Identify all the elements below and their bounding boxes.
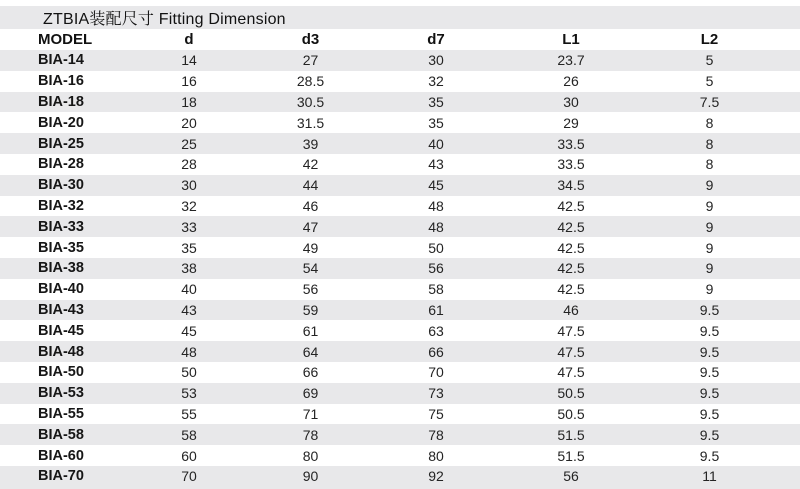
cell-d3: 80 — [302, 447, 319, 464]
cell-l1: 47.5 — [557, 364, 585, 381]
table-row — [0, 175, 800, 196]
cell-l1: 42.5 — [557, 239, 585, 256]
cell-d3: 27 — [302, 52, 319, 69]
cell-d7: 43 — [428, 156, 444, 173]
cell-model: BIA-35 — [38, 239, 84, 256]
cell-model: BIA-28 — [38, 156, 84, 173]
cell-d: 38 — [181, 260, 197, 277]
cell-l1: 56 — [563, 468, 579, 485]
cell-model: BIA-25 — [38, 135, 84, 152]
cell-l2: 11 — [702, 468, 717, 485]
table-row — [0, 50, 800, 71]
cell-model: BIA-70 — [38, 468, 84, 485]
cell-l2: 5 — [705, 52, 714, 69]
column-header-d7: d7 — [373, 29, 499, 50]
cell-l1: 42.5 — [557, 218, 585, 235]
cell-model: BIA-53 — [38, 385, 84, 402]
cell-l2: 9 — [705, 260, 714, 277]
cell-l1: 42.5 — [557, 281, 585, 298]
cell-l1: 42.5 — [557, 197, 585, 214]
cell-d: 35 — [181, 239, 197, 256]
cell-d: 20 — [181, 114, 197, 131]
cell-d: 16 — [181, 73, 197, 90]
cell-l2: 9 — [705, 281, 714, 298]
cell-l1: 26 — [563, 73, 579, 90]
table-row — [0, 424, 800, 445]
table-row — [0, 112, 800, 133]
cell-d: 30 — [181, 177, 197, 194]
cell-model: BIA-16 — [38, 73, 84, 90]
cell-model: BIA-45 — [38, 322, 84, 339]
cell-model: BIA-43 — [38, 301, 84, 318]
table-row — [0, 320, 800, 341]
cell-d7: 32 — [428, 73, 444, 90]
cell-d: 18 — [181, 93, 197, 110]
column-header-d3: d3 — [248, 29, 373, 50]
cell-model: BIA-55 — [38, 405, 84, 422]
table-row — [0, 404, 800, 425]
cell-d: 60 — [181, 447, 197, 464]
cell-model: BIA-20 — [38, 114, 84, 131]
table-row — [0, 300, 800, 321]
cell-l2: 8 — [705, 135, 714, 152]
cell-l1: 47.5 — [557, 322, 585, 339]
column-header-d: d — [130, 29, 248, 50]
cell-d7: 50 — [428, 239, 444, 256]
cell-l2: 9 — [705, 218, 714, 235]
table-row — [0, 154, 800, 175]
cell-d3: 49 — [302, 239, 319, 256]
cell-d: 53 — [181, 385, 197, 402]
cell-d7: 80 — [428, 447, 444, 464]
table-body — [0, 50, 800, 487]
cell-l2: 7.5 — [699, 93, 720, 110]
cell-d7: 58 — [428, 281, 444, 298]
cell-model: BIA-48 — [38, 343, 84, 360]
column-header-model: MODEL — [0, 29, 130, 50]
cell-l1: 23.7 — [557, 52, 585, 69]
cell-d7: 61 — [428, 301, 444, 318]
cell-d7: 48 — [428, 218, 444, 235]
cell-l1: 33.5 — [557, 135, 585, 152]
column-header-l2: L2 — [643, 29, 800, 50]
table-row — [0, 216, 800, 237]
cell-d7: 35 — [428, 114, 444, 131]
table-row — [0, 196, 800, 217]
cell-model: BIA-50 — [38, 364, 84, 381]
cell-model: BIA-32 — [38, 197, 84, 214]
table-row — [0, 362, 800, 383]
cell-l1: 29 — [563, 114, 579, 131]
cell-d: 40 — [181, 281, 197, 298]
cell-d7: 63 — [428, 322, 444, 339]
cell-l2: 9 — [705, 177, 714, 194]
cell-d3: 31.5 — [296, 114, 325, 131]
table-header — [0, 29, 800, 50]
cell-l2: 8 — [705, 114, 714, 131]
cell-l1: 50.5 — [557, 385, 585, 402]
table-row — [0, 237, 800, 258]
cell-d3: 69 — [302, 385, 319, 402]
cell-d3: 90 — [302, 468, 319, 485]
cell-d3: 78 — [302, 426, 319, 443]
cell-l2: 9.5 — [699, 385, 720, 402]
cell-l1: 42.5 — [557, 260, 585, 277]
cell-l2: 9.5 — [699, 447, 720, 464]
cell-model: BIA-58 — [38, 426, 84, 443]
cell-d7: 40 — [428, 135, 444, 152]
cell-l1: 50.5 — [557, 405, 585, 422]
cell-d3: 42 — [302, 156, 319, 173]
cell-d7: 75 — [428, 405, 444, 422]
cell-model: BIA-18 — [38, 93, 84, 110]
table-row — [0, 92, 800, 113]
cell-l2: 9 — [705, 197, 714, 214]
cell-d3: 64 — [302, 343, 319, 360]
cell-d3: 54 — [302, 260, 319, 277]
cell-d7: 66 — [428, 343, 444, 360]
cell-d3: 59 — [302, 301, 319, 318]
cell-d: 70 — [181, 468, 197, 485]
cell-model: BIA-38 — [38, 260, 84, 277]
cell-d: 45 — [181, 322, 197, 339]
table-row — [0, 341, 800, 362]
cell-d3: 44 — [302, 177, 319, 194]
cell-d7: 92 — [428, 468, 444, 485]
cell-d: 55 — [181, 405, 197, 422]
cell-d7: 73 — [428, 385, 444, 402]
table-row — [0, 133, 800, 154]
cell-d: 32 — [181, 197, 197, 214]
cell-d7: 35 — [428, 93, 444, 110]
cell-d3: 61 — [302, 322, 319, 339]
cell-d: 25 — [181, 135, 197, 152]
cell-l2: 9.5 — [699, 301, 720, 318]
cell-model: BIA-60 — [38, 447, 84, 464]
cell-d7: 56 — [428, 260, 444, 277]
cell-l1: 33.5 — [557, 156, 585, 173]
cell-d7: 78 — [428, 426, 444, 443]
cell-d: 43 — [181, 301, 197, 318]
cell-l1: 47.5 — [557, 343, 585, 360]
cell-model: BIA-40 — [38, 281, 84, 298]
cell-d: 48 — [181, 343, 197, 360]
page-title: ZTBIA装配尺寸 Fitting Dimension — [43, 11, 286, 28]
cell-d3: 66 — [302, 364, 319, 381]
cell-l2: 9.5 — [699, 343, 720, 360]
cell-d7: 45 — [428, 177, 444, 194]
cell-l2: 8 — [705, 156, 714, 173]
cell-d3: 47 — [302, 218, 319, 235]
cell-d7: 70 — [428, 364, 444, 381]
cell-d7: 48 — [428, 197, 444, 214]
cell-d3: 39 — [302, 135, 319, 152]
title-band — [0, 6, 800, 29]
column-header-l1: L1 — [499, 29, 643, 50]
cell-d3: 30.5 — [296, 93, 325, 110]
cell-l1: 46 — [563, 301, 579, 318]
cell-model: BIA-14 — [38, 52, 84, 69]
cell-l2: 9.5 — [699, 426, 720, 443]
table-row — [0, 279, 800, 300]
cell-d3: 46 — [302, 197, 319, 214]
cell-l2: 9 — [705, 239, 714, 256]
cell-l2: 9.5 — [699, 405, 720, 422]
cell-d: 28 — [181, 156, 197, 173]
table-row — [0, 71, 800, 92]
table-row — [0, 258, 800, 279]
cell-d: 58 — [181, 426, 197, 443]
cell-d3: 28.5 — [296, 73, 325, 90]
cell-d: 33 — [181, 218, 197, 235]
table-row — [0, 445, 800, 466]
cell-model: BIA-33 — [38, 218, 84, 235]
cell-l1: 51.5 — [557, 447, 585, 464]
cell-d7: 30 — [428, 52, 444, 69]
cell-d3: 56 — [302, 281, 319, 298]
cell-l1: 51.5 — [557, 426, 585, 443]
cell-d3: 71 — [302, 405, 319, 422]
cell-l2: 9.5 — [699, 322, 720, 339]
fitting-dimension-table — [0, 29, 800, 487]
header-row — [0, 29, 800, 50]
table-row — [0, 466, 800, 487]
cell-l1: 30 — [563, 93, 579, 110]
cell-l2: 9.5 — [699, 364, 720, 381]
cell-l2: 5 — [705, 73, 714, 90]
cell-l1: 34.5 — [557, 177, 585, 194]
table-row — [0, 383, 800, 404]
cell-d: 14 — [181, 52, 197, 69]
cell-model: BIA-30 — [38, 177, 84, 194]
cell-d: 50 — [181, 364, 197, 381]
